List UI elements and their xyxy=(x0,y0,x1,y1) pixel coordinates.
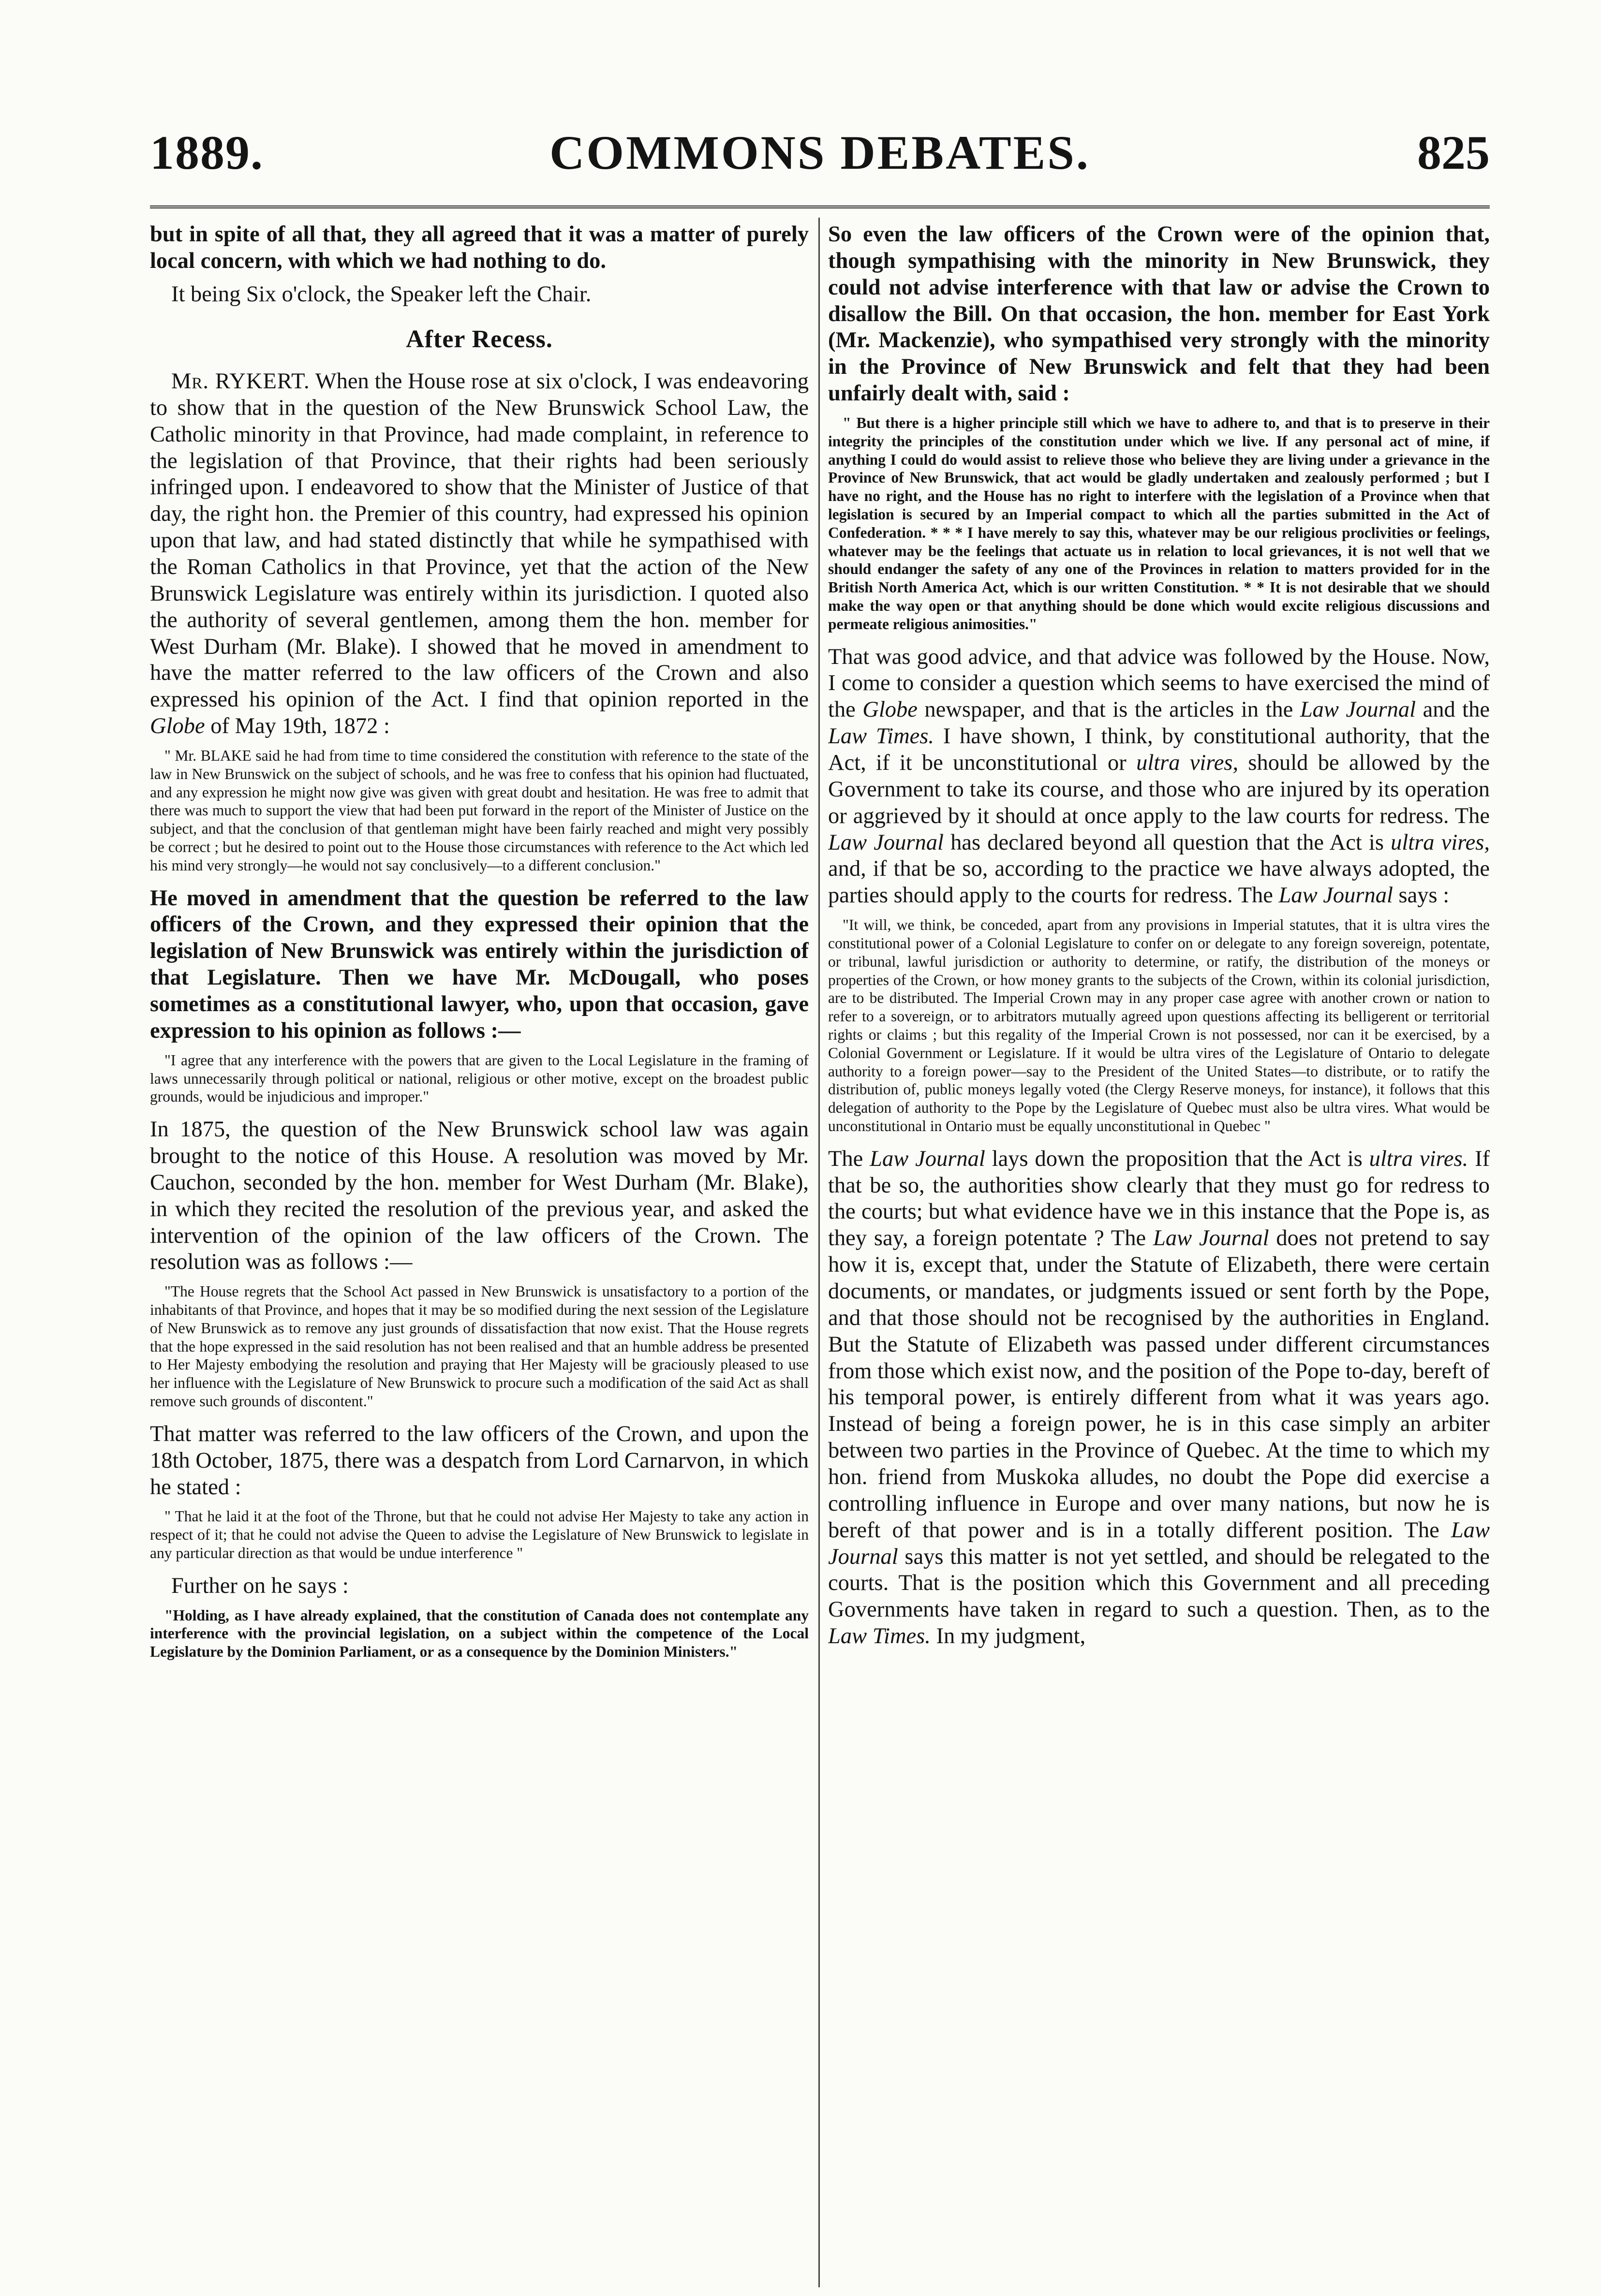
block-quote: " That he laid it at the foot of the Throne, but that he could not advise Her Majesty to take any action in respect of it; that he could not advise the Queen to advise the Legislature of New Brunswick to legislate in any particular direction as that would be undue interference " xyxy=(150,1508,809,1561)
block-quote: "Holding, as I have already explained, that the constitution of Canada does not contemplate any interference with the provincial legislation, on a subject within the competence of the Local Legislature by the Dominion Parliament, or as a consequence by the Dominion Ministers." xyxy=(150,1606,809,1661)
block-quote: " But there is a higher principle still which we have to adhere to, and that is to preserve in their integrity the principles of the constitution under which we live. If any personal act of mine, if anything I could do would assist to relieve those who believe they are living under a grievance in the Province of New Brunswick, that act would be gladly undertaken and zealously performed ; but I have no right, and the House has no right to interfere with the legislation of a Province when that legislation is secured by an Imperial compact to which all the parties submitted in the Act of Confederation. * * * I have merely to say this, whatever may be our religious proclivities or feelings, whatever may be the feelings that actuate us in relation to local grievances, it is not well that we should endanger the safety of any one of the Provinces in relation to matters provided for in the British North America Act, which is our written Constitution. * * It is not desirable that we should make the way open or that anything should be done which would excite religious discussions and permeate religious animosities." xyxy=(828,414,1490,633)
paragraph-text: of May 19th, 1872 : xyxy=(210,714,390,739)
italic-text: Globe xyxy=(862,697,918,722)
italic-text: Globe xyxy=(150,714,205,739)
paragraph: So even the law officers of the Crown were of the opinion that, though sympathising with the minority in New Brunswick, they could not advise interference with that law or advise the Crown to disallow the Bill. On that occasion, the hon. member for East York (Mr. Mackenzie), who sympathised very strongly with the minority in the Province of New Brunswick and felt that they had been unfairly dealt with, said : xyxy=(828,222,1490,406)
paragraph-text: says : xyxy=(1398,883,1450,908)
block-quote: " Mr. BLAKE said he had from time to time considered the constitution with reference to the state of the law in New Brunswick on the subject of schools, and he was free to confess that his opinion had fluctuated, and any expression he might now give was given with great doubt and hesitation. He was free to admit that there was much to support the view that had been put forward in the report of the Minister of Justice on the subject, and that the conclusion of that gentleman might have been fairly reached and might very possibly be correct ; but he desired to point out to the House those circumstances with reference to the Act which led his mind very strongly—he would not say conclusively—to a different conclusion." xyxy=(150,747,809,874)
column-divider xyxy=(818,218,820,2287)
paragraph xyxy=(828,644,1490,910)
italic-text: Law Journal xyxy=(828,830,944,855)
section-heading: After Recess. xyxy=(406,325,553,353)
paragraph: Further on he says : xyxy=(171,1573,349,1598)
left-column xyxy=(150,221,809,2286)
paragraph-text: says this matter is not yet settled, and should be relegated to the courts. That is the position which this Government and all preceding Governments have taken in regard to such a question. Then, as to the xyxy=(828,1544,1490,1622)
italic-text: ultra vires. xyxy=(1369,1146,1468,1171)
paragraph-text: and, if that be so, according to the practice we have always adopted, the parties should apply to the courts for redress. The xyxy=(828,856,1490,908)
block-quote: "The House regrets that the School Act passed in New Brunswick is unsatisfactory to a portion of the inhabitants of that Province, and hopes that it may be so modified during the next session of the Legislature of New Brunswick as to remove any just grounds of dissatisfaction that now exist. That the House regrets that the hope expressed in the said resolution has not been realised and that an humble address be presented to Her Majesty embodying the resolution and praying that Her Majesty will be graciously pleased to use her influence with the Legislature of New Brunswick to procure such a modification of the said Act as shall remove such grounds of discontent." xyxy=(150,1283,809,1410)
paragraph: That matter was referred to the law officers of the Crown, and upon the 18th October, 1875, there was a despatch from Lord Carnarvon, in which he stated : xyxy=(150,1421,809,1500)
paragraph-text: has declared beyond all question that the Act is xyxy=(950,830,1384,855)
paragraph: It being Six o'clock, the Speaker left the Chair. xyxy=(171,281,592,307)
page-number: 825 xyxy=(1417,126,1490,179)
italic-text: Law Times. xyxy=(828,1624,931,1649)
italic-text: Law Journal xyxy=(828,1517,1490,1569)
italic-text: Law Times. xyxy=(828,724,934,749)
paragraph xyxy=(828,1146,1490,1650)
block-quote: "I agree that any interference with the powers that are given to the Local Legislature in the framing of laws unnecessarily through political or national, religious or other motive, except on the broadest public grounds, would be injudicious and improper." xyxy=(150,1051,809,1105)
paragraph-text: When the House rose at six o'clock, I was endeavoring to show that in the question of the New Brunswick School Law, the Catholic minority in that Province, had made complaint, in reference to the legislation of that Province, that their rights had been seriously infringed upon. I endeavored to show that the Minister of Justice of that day, the right hon. the Premier of this country, had expressed his opinion upon that law, and had stated distinctly that while he sympathised with the Roman Catholics in that Province, yet that the action of the New Brunswick Legislature was entirely within its jurisdiction. I quoted also the authority of several gentlemen, among them the hon. member for West Durham (Mr. Blake). I showed that he moved in amendment to have the matter referred to the law officers of the Crown and also expressed his opinion of the Act. I find that opinion reported in the xyxy=(150,368,809,712)
italic-text: Law Journal xyxy=(1300,697,1416,722)
paragraph-text: and the xyxy=(1423,697,1490,722)
paragraph-text: If that be so, the authorities show clearly that they must go for redress to the courts; but what evidence have we in this instance that the Pope is, as they say, a foreign potentate ? The xyxy=(828,1146,1490,1251)
paragraph-text: lays down the proposition that the Act is xyxy=(992,1146,1363,1171)
block-quote: "It will, we think, be conceded, apart from any provisions in Imperial statutes, that it is ultra vires the constitutional power of a Colonial Legislature to confer on or delegate to any foreign sovereign, potentate, or tribunal, lawful jurisdiction or authority to determine, or ratify, the distribution of the moneys or properties of the Crown, or how money grants to the subjects of the Crown, within its colonial jurisdiction, are to be distributed. The Imperial Crown may in any proper case agree with another crown or nation to refer to a sovereign, or to arbitrators mutually agreed upon questions affecting its belligerent or territorial rights or claims ; but this regality of the Imperial Crown is not possessed, nor can it be exercised, by a Colonial Government or Legislature. If it would be ultra vires of the Legislature of Ontario to delegate authority to a foreign power—say to the President of the United States—to distribute, or to ratify the distribution of, public moneys legally voted (the Clergy Reserve moneys, for instance), it follows that this delegation of authority to the Pope by the Legislature of Quebec must also be ultra vires. What would be unconstitutional in Ontario must be equally unconstitutional in Quebec " xyxy=(828,916,1490,1134)
italic-text: ultra vires, xyxy=(1136,751,1239,776)
italic-text: Law Journal xyxy=(1278,883,1393,908)
right-column xyxy=(828,221,1490,2286)
paragraph: In 1875, the question of the New Brunswick school law was again brought to the notice of this House. A resolution was moved by Mr. Cauchon, seconded by the hon. member for West Durham (Mr. Blake), in which they recited the resolution of the previous year, and asked the intervention of the opinion of the law officers of the Crown. The resolution was as follows :— xyxy=(150,1117,809,1275)
paragraph-text: That was good advice, and that advice was followed by the House. Now, I come to consider a question which seems to have exercised the mind of the xyxy=(828,644,1490,722)
page-year: 1889. xyxy=(150,126,264,179)
paragraph-text: In my judgment, xyxy=(936,1624,1086,1649)
paragraph-text: newspaper, and that is the articles in the xyxy=(924,697,1293,722)
paragraph: but in spite of all that, they all agreed that it was a matter of purely local concern, with which we had nothing to do. xyxy=(150,222,809,273)
paragraph-text: should be allowed by the Government to take its course, and those who are injured by its operation or aggrieved by it should at once apply to the law courts for redress. The xyxy=(828,751,1490,828)
paragraph-text: does not pretend to say how it is, except that, under the Statute of Elizabeth, there were certain documents, or mandates, or judgments issued or sent forth by the Pope, and that those should not be recognised by the authorities in England. But the Statute of Elizabeth was passed under different circumstances from those which exist now, and the position of the Pope to-day, bereft of his temporal power, is entirely different from what it was years ago. Instead of being a foreign power, he is in this case simply an arbiter between two parties in the Province of Quebec. At the time to which my hon. friend from Muskoka alludes, no doubt the Pope did exercise a controlling influence in Europe and over many nations, but now he is bereft of that power and is in a totally different position. The xyxy=(828,1226,1490,1543)
speaker-name: Mr. RYKERT. xyxy=(171,368,310,394)
paragraph xyxy=(150,368,809,740)
italic-text: ultra vires, xyxy=(1391,830,1490,855)
page-title: COMMONS DEBATES. xyxy=(549,126,1090,179)
header-rule xyxy=(150,206,1490,208)
paragraph-text: The xyxy=(828,1146,863,1171)
italic-text: Law Journal xyxy=(1153,1226,1269,1251)
page-header xyxy=(150,116,1490,189)
paragraph: He moved in amendment that the question be referred to the law officers of the Crown, and they expressed their opinion that the legislation of New Brunswick was entirely within the jurisdiction of that Legislature. Then we have Mr. McDougall, who poses sometimes as a constitutional lawyer, who, upon that occasion, gave expression to his opinion as follows :— xyxy=(150,885,809,1043)
paragraph-text: I have shown, I think, by constitutional authority, that the Act, if it be unconstitutional or xyxy=(828,724,1490,776)
italic-text: Law Journal xyxy=(870,1146,985,1171)
